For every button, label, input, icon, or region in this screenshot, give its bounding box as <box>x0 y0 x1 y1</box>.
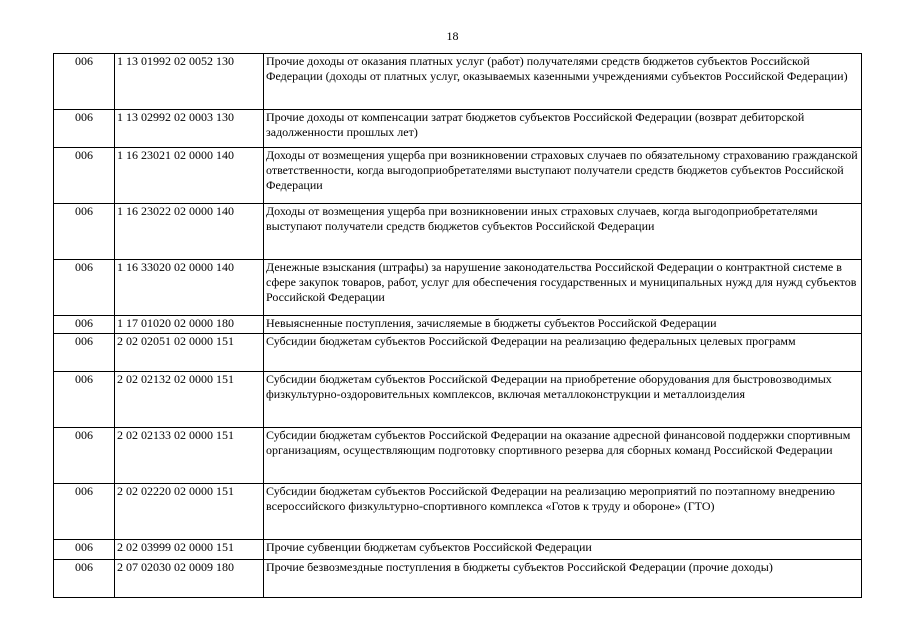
admin-code-cell: 006 <box>54 316 115 334</box>
admin-code-cell: 006 <box>54 372 115 428</box>
description-cell: Прочие доходы от оказания платных услуг (работ) получателями средств бюджетов субъектов Российской Федерации (доходы от платных услуг, оказываемых казенными учреждениями субъектов Российской Федерации) <box>264 54 862 110</box>
budget-code-cell: 2 07 02030 02 0009 180 <box>115 560 264 598</box>
admin-code-cell: 006 <box>54 334 115 372</box>
table-row <box>54 484 862 540</box>
budget-code-cell: 1 16 33020 02 0000 140 <box>115 260 264 316</box>
budget-code-cell: 2 02 02132 02 0000 151 <box>115 372 264 428</box>
description-cell: Субсидии бюджетам субъектов Российской Федерации на оказание адресной финансовой поддержки спортивным организациям, осуществляющим подготовку спортивного резерва для сборных команд Российской Федерации <box>264 428 862 484</box>
budget-code-cell: 1 16 23022 02 0000 140 <box>115 204 264 260</box>
table-row <box>54 110 862 148</box>
budget-code-cell: 2 02 03999 02 0000 151 <box>115 540 264 560</box>
description-cell: Прочие субвенции бюджетам субъектов Российской Федерации <box>264 540 862 560</box>
table-row <box>54 148 862 204</box>
table-row <box>54 428 862 484</box>
table-row <box>54 560 862 598</box>
description-cell: Субсидии бюджетам субъектов Российской Федерации на приобретение оборудования для быстровозводимых физкультурно-оздоровительных комплексов, включая металлоконструкции и металлоизделия <box>264 372 862 428</box>
description-cell: Прочие доходы от компенсации затрат бюджетов субъектов Российской Федерации (возврат дебиторской задолженности прошлых лет) <box>264 110 862 148</box>
admin-code-cell: 006 <box>54 540 115 560</box>
budget-code-cell: 2 02 02133 02 0000 151 <box>115 428 264 484</box>
table-row <box>54 54 862 110</box>
description-cell: Невыясненные поступления, зачисляемые в бюджеты субъектов Российской Федерации <box>264 316 862 334</box>
revenue-codes-table <box>53 53 862 598</box>
table-row <box>54 260 862 316</box>
description-cell: Субсидии бюджетам субъектов Российской Федерации на реализацию федеральных целевых программ <box>264 334 862 372</box>
admin-code-cell: 006 <box>54 260 115 316</box>
admin-code-cell: 006 <box>54 560 115 598</box>
table-row <box>54 540 862 560</box>
budget-code-cell: 1 16 23021 02 0000 140 <box>115 148 264 204</box>
budget-code-cell: 2 02 02051 02 0000 151 <box>115 334 264 372</box>
budget-code-cell: 1 13 02992 02 0003 130 <box>115 110 264 148</box>
table-row <box>54 316 862 334</box>
table-row <box>54 334 862 372</box>
budget-code-cell: 1 13 01992 02 0052 130 <box>115 54 264 110</box>
budget-code-cell: 2 02 02220 02 0000 151 <box>115 484 264 540</box>
admin-code-cell: 006 <box>54 428 115 484</box>
table-row <box>54 372 862 428</box>
description-cell: Прочие безвозмездные поступления в бюджеты субъектов Российской Федерации (прочие доходы) <box>264 560 862 598</box>
page-number: 18 <box>446 29 459 43</box>
table-row <box>54 204 862 260</box>
admin-code-cell: 006 <box>54 110 115 148</box>
description-cell: Доходы от возмещения ущерба при возникновении страховых случаев по обязательному страхованию гражданской ответственности, когда выгодоприобретателями выступают получатели средств бюджетов субъектов Российской Федерации <box>264 148 862 204</box>
admin-code-cell: 006 <box>54 204 115 260</box>
description-cell: Субсидии бюджетам субъектов Российской Федерации на реализацию мероприятий по поэтапному внедрению всероссийского физкультурно-спортивного комплекса «Готов к труду и обороне» (ГТО) <box>264 484 862 540</box>
description-cell: Доходы от возмещения ущерба при возникновении иных страховых случаев, когда выгодоприобретателями выступают получатели средств бюджетов субъектов Российской Федерации <box>264 204 862 260</box>
description-cell: Денежные взыскания (штрафы) за нарушение законодательства Российской Федерации о контрактной системе в сфере закупок товаров, работ, услуг для обеспечения государственных и муниципальных нужд для нужд субъектов Российской Федерации <box>264 260 862 316</box>
admin-code-cell: 006 <box>54 54 115 110</box>
budget-code-cell: 1 17 01020 02 0000 180 <box>115 316 264 334</box>
admin-code-cell: 006 <box>54 484 115 540</box>
admin-code-cell: 006 <box>54 148 115 204</box>
